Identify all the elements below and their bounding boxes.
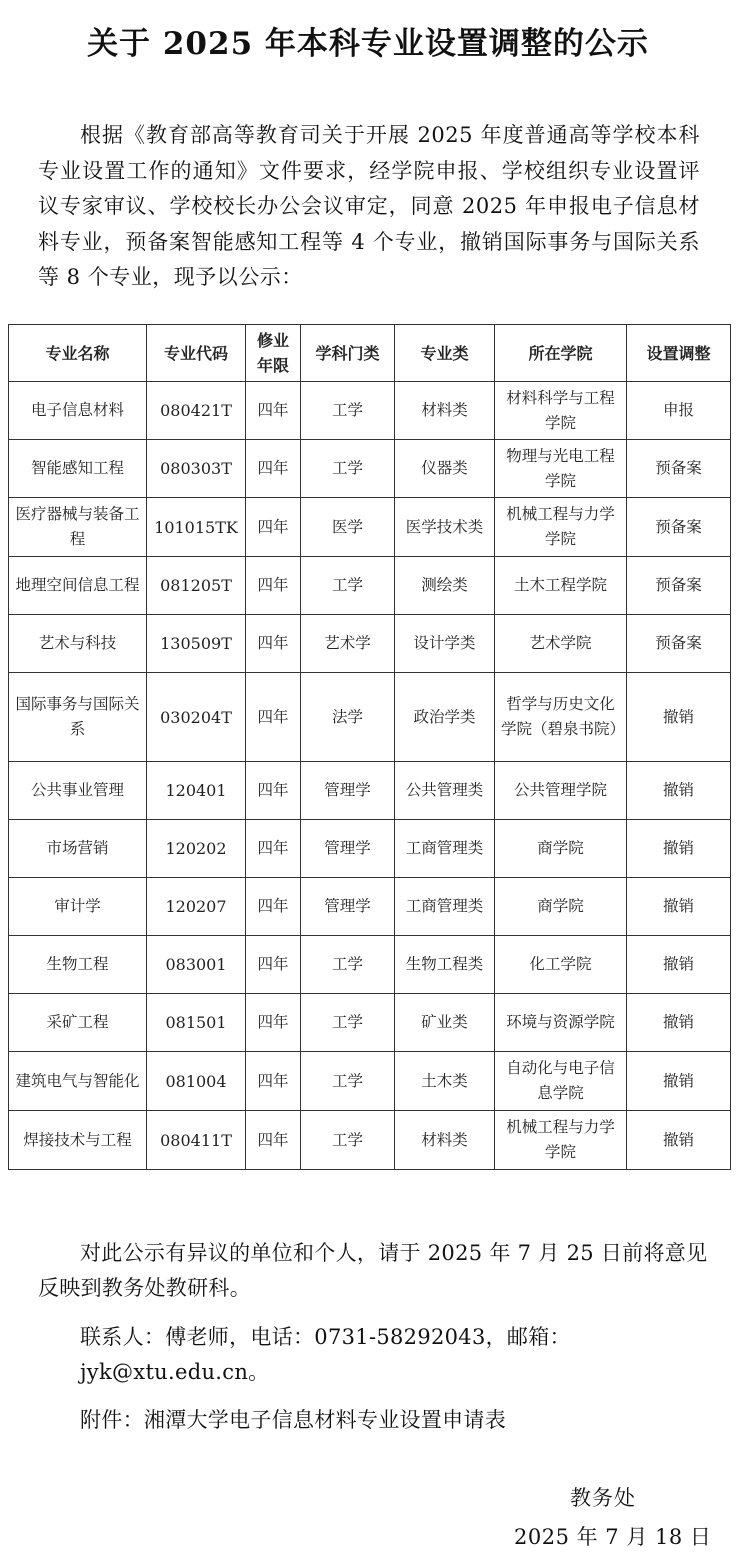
table-cell: 仪器类 (395, 440, 495, 498)
table-cell: 四年 (246, 1111, 301, 1170)
table-row (9, 1111, 731, 1170)
table-cell: 083001 (147, 936, 246, 994)
table-cell: 地理空间信息工程 (9, 557, 147, 615)
table-cell: 电子信息材料 (9, 382, 147, 440)
table-cell: 医疗器械与装备工程 (9, 498, 147, 557)
table-cell: 工学 (301, 936, 395, 994)
table-cell: 080411T (147, 1111, 246, 1170)
table-cell: 四年 (246, 382, 301, 440)
notice-title: 关于 2025 年本科专业设置调整的公示 (87, 26, 649, 62)
table-cell: 101015TK (147, 498, 246, 557)
table-cell: 撤销 (627, 762, 731, 820)
table-row (9, 1052, 731, 1111)
table-cell: 管理学 (301, 762, 395, 820)
table-cell: 材料科学与工程学院 (495, 382, 627, 440)
table-cell: 管理学 (301, 878, 395, 936)
table-row (9, 878, 731, 936)
table-cell: 预备案 (627, 440, 731, 498)
table-cell: 工学 (301, 994, 395, 1052)
table-cell: 公共管理类 (395, 762, 495, 820)
table-cell: 030204T (147, 673, 246, 762)
table-header-cell: 设置调整 (627, 325, 731, 382)
table-cell: 工学 (301, 382, 395, 440)
table-cell: 工学 (301, 1052, 395, 1111)
table-cell: 081205T (147, 557, 246, 615)
table-cell: 预备案 (627, 557, 731, 615)
table-header-cell: 专业类 (395, 325, 495, 382)
table-cell: 120207 (147, 878, 246, 936)
table-cell: 管理学 (301, 820, 395, 878)
table-cell: 工商管理类 (395, 820, 495, 878)
table-cell: 撤销 (627, 994, 731, 1052)
table-cell: 市场营销 (9, 820, 147, 878)
table-cell: 材料类 (395, 1111, 495, 1170)
table-cell: 采矿工程 (9, 994, 147, 1052)
table-cell: 机械工程与力学学院 (495, 498, 627, 557)
table-cell: 工学 (301, 440, 395, 498)
table-cell: 法学 (301, 673, 395, 762)
table-cell: 政治学类 (395, 673, 495, 762)
table-cell: 工学 (301, 557, 395, 615)
table-row (9, 440, 731, 498)
table-cell: 审计学 (9, 878, 147, 936)
table-row (9, 820, 731, 878)
table-cell: 撤销 (627, 1111, 731, 1170)
table-row (9, 382, 731, 440)
majors-table (8, 324, 731, 1170)
table-cell: 四年 (246, 820, 301, 878)
table-cell: 四年 (246, 936, 301, 994)
table-body (9, 382, 731, 1170)
table-cell: 环境与资源学院 (495, 994, 627, 1052)
table-cell: 081004 (147, 1052, 246, 1111)
table-cell: 四年 (246, 1052, 301, 1111)
table-cell: 公共管理学院 (495, 762, 627, 820)
table-cell: 国际事务与国际关系 (9, 673, 147, 762)
table-cell: 撤销 (627, 673, 731, 762)
table-cell: 四年 (246, 440, 301, 498)
table-cell: 080303T (147, 440, 246, 498)
table-cell: 物理与光电工程学院 (495, 440, 627, 498)
table-row (9, 557, 731, 615)
table-cell: 设计学类 (395, 615, 495, 673)
table-cell: 艺术学 (301, 615, 395, 673)
intro-paragraph: 根据《教育部高等教育司关于开展 2025 年度普通高等学校本科专业设置工作的通知》文件要求，经学院申报、学校组织专业设置评议专家审议、学校校长办公会议审定，同意 2025 年申报电子信息材料专业，预备案智能感知工程等 4 个专业，撤销国际事务与国际关系等 8 个专业，现予以公示： (38, 123, 700, 289)
table-cell: 自动化与电子信息学院 (495, 1052, 627, 1111)
table-cell: 测绘类 (395, 557, 495, 615)
table-cell: 四年 (246, 762, 301, 820)
table-cell: 四年 (246, 615, 301, 673)
table-row (9, 673, 731, 762)
table-cell: 哲学与历史文化学院（碧泉书院） (495, 673, 627, 762)
signature-org: 教务处 (570, 1486, 636, 1510)
table-cell: 080421T (147, 382, 246, 440)
table-cell: 生物工程 (9, 936, 147, 994)
table-cell: 120401 (147, 762, 246, 820)
table-cell: 撤销 (627, 1052, 731, 1111)
table-cell: 预备案 (627, 498, 731, 557)
table-cell: 机械工程与力学学院 (495, 1111, 627, 1170)
table-cell: 四年 (246, 557, 301, 615)
table-cell: 预备案 (627, 615, 731, 673)
table-cell: 材料类 (395, 382, 495, 440)
table-cell: 艺术学院 (495, 615, 627, 673)
table-header-cell: 专业名称 (9, 325, 147, 382)
table-cell: 公共事业管理 (9, 762, 147, 820)
table-cell: 四年 (246, 673, 301, 762)
table-cell: 四年 (246, 878, 301, 936)
table-cell: 130509T (147, 615, 246, 673)
table-cell: 081501 (147, 994, 246, 1052)
table-cell: 四年 (246, 994, 301, 1052)
attachment-line: 附件：湘潭大学电子信息材料专业设置申请表 (80, 1408, 506, 1432)
table-cell: 商学院 (495, 878, 627, 936)
table-header-cell: 专业代码 (147, 325, 246, 382)
table-cell: 撤销 (627, 878, 731, 936)
table-cell: 申报 (627, 382, 731, 440)
table-row (9, 936, 731, 994)
table-cell: 矿业类 (395, 994, 495, 1052)
table-header-row (9, 325, 731, 382)
signature-date: 2025 年 7 月 18 日 (514, 1525, 712, 1549)
table-cell: 生物工程类 (395, 936, 495, 994)
table-cell: 智能感知工程 (9, 440, 147, 498)
table-cell: 撤销 (627, 820, 731, 878)
table-header-cell: 所在学院 (495, 325, 627, 382)
table-row (9, 498, 731, 557)
table-cell: 建筑电气与智能化 (9, 1052, 147, 1111)
table-cell: 撤销 (627, 936, 731, 994)
objection-paragraph: 对此公示有异议的单位和个人，请于 2025 年 7 月 25 日前将意见反映到教务处教研科。 (38, 1241, 708, 1300)
table-row (9, 615, 731, 673)
table-header-cell: 修业年限 (246, 325, 301, 382)
contact-line: 联系人：傅老师，电话：0731-58292043，邮箱：jyk@xtu.edu.cn。 (80, 1325, 571, 1384)
table-cell: 土木类 (395, 1052, 495, 1111)
table-row (9, 762, 731, 820)
table-cell: 工商管理类 (395, 878, 495, 936)
table-cell: 商学院 (495, 820, 627, 878)
table-cell: 120202 (147, 820, 246, 878)
table-cell: 化工学院 (495, 936, 627, 994)
table-cell: 焊接技术与工程 (9, 1111, 147, 1170)
table-header-cell: 学科门类 (301, 325, 395, 382)
table-cell: 四年 (246, 498, 301, 557)
table-cell: 工学 (301, 1111, 395, 1170)
table-cell: 医学技术类 (395, 498, 495, 557)
table-cell: 艺术与科技 (9, 615, 147, 673)
table-cell: 土木工程学院 (495, 557, 627, 615)
table-row (9, 994, 731, 1052)
table-cell: 医学 (301, 498, 395, 557)
